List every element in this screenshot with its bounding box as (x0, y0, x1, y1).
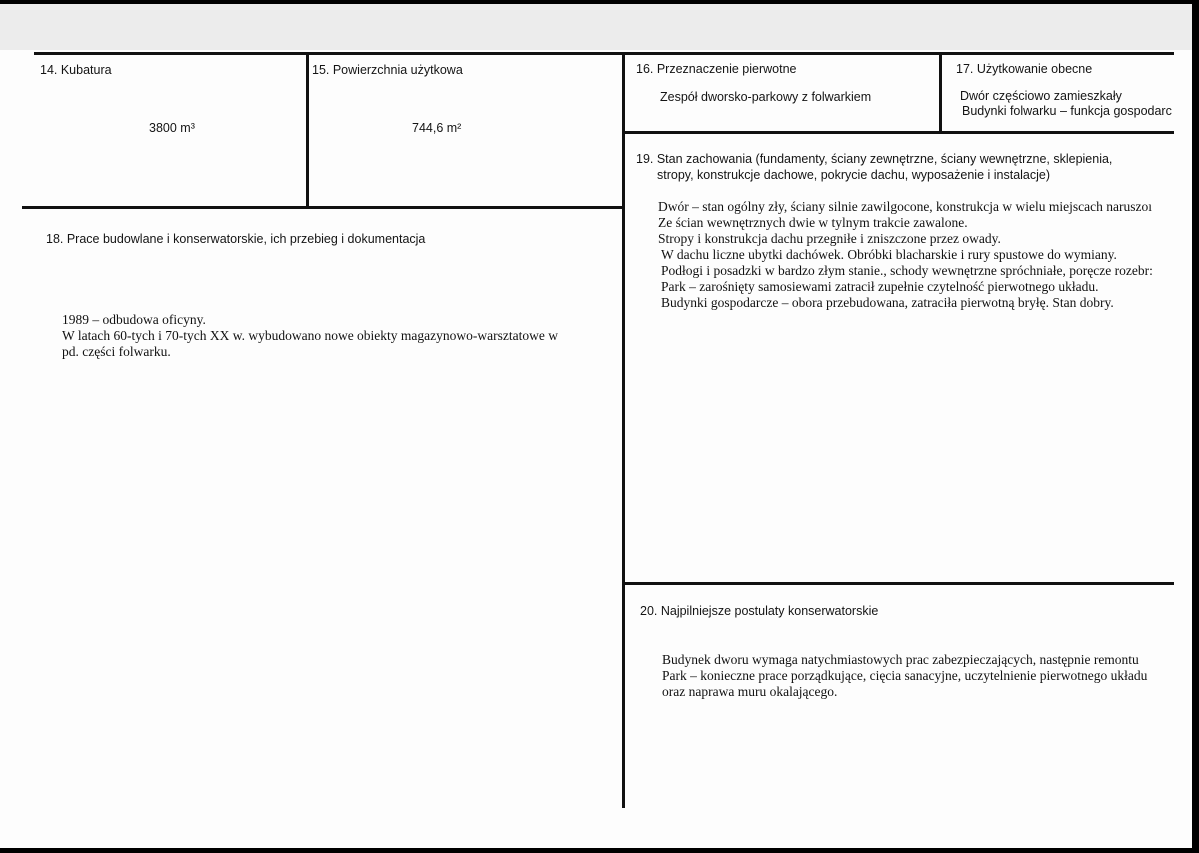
field-18-text (62, 312, 558, 360)
field-19-line: W dachu liczne ubytki dachówek. Obróbki blacharskie i rury spustowe do wymiany. (661, 247, 1117, 262)
field-20-text (662, 652, 1174, 700)
field-16-label: 16. Przeznaczenie pierwotne (636, 62, 797, 76)
field-16-value: Zespół dworsko-parkowy z folwarkiem (660, 90, 872, 104)
field-17-line: Dwór częściowo zamieszkały (960, 89, 1122, 103)
rule-under-16-17 (622, 131, 1174, 134)
form-sheet (0, 4, 1192, 848)
divider-16-17 (939, 52, 942, 132)
rule-under-14-15 (22, 206, 625, 209)
field-19-line: Ze ścian wewnętrznych dwie w tylnym trakcie zawalone. (658, 215, 968, 230)
divider-14-15 (306, 52, 309, 208)
top-margin-strip (0, 4, 1192, 50)
field-14-label: 14. Kubatura (40, 63, 112, 77)
field-19-label-line: 19. Stan zachowania (fundamenty, ściany zewnętrzne, ściany wewnętrzne, sklepienia, (636, 152, 1113, 166)
rule-under-19 (622, 582, 1174, 585)
field-15-label: 15. Powierzchnia użytkowa (312, 63, 463, 77)
top-rule (34, 52, 1174, 55)
field-18-line: W latach 60-tych i 70-tych XX w. wybudowano nowe obiekty magazynowo-warsztatowe w (62, 328, 558, 343)
field-19-line: Stropy i konstrukcja dachu przegniłe i zniszczone przez owady. (658, 231, 1001, 246)
field-19-text (658, 199, 1174, 311)
field-17-label: 17. Użytkowanie obecne (956, 62, 1093, 76)
field-20-line: Park – konieczne prace porządkujące, cięcia sanacyjne, uczytelnienie pierwotnego układu (662, 668, 1148, 683)
field-14-value: 3800 m³ (149, 121, 195, 135)
field-20-label: 20. Najpilniejsze postulaty konserwatorskie (640, 604, 879, 618)
field-17-value (960, 89, 1174, 119)
field-18-label: 18. Prace budowlane i konserwatorskie, ich przebieg i dokumentacja (46, 232, 426, 246)
field-20-line: Budynek dworu wymaga natychmiastowych prac zabezpieczających, następnie remontu (662, 652, 1139, 667)
field-19-line: Dwór – stan ogólny zły, ściany silnie zawilgocone, konstrukcja w wielu miejscach naruszoı (658, 199, 1152, 214)
divider-left-right (622, 52, 625, 808)
field-18-line: pd. części folwarku. (62, 344, 171, 359)
field-17-line: Budynki folwarku – funkcja gospodarc (962, 104, 1172, 118)
field-19-line: Budynki gospodarcze – obora przebudowana, zatraciła pierwotną bryłę. Stan dobry. (661, 295, 1114, 310)
field-19-label (636, 151, 1112, 183)
field-20-line: oraz naprawa muru okalającego. (662, 684, 838, 699)
field-19-line: Podłogi i posadzki w bardzo złym stanie., schody wewnętrzne spróchniałe, poręcze rozebr: (661, 263, 1153, 278)
field-15-value: 744,6 m² (412, 121, 462, 135)
field-18-line: 1989 – odbudowa oficyny. (62, 312, 206, 327)
field-19-label-line: stropy, konstrukcje dachowe, pokrycie dachu, wyposażenie i instalacje) (657, 168, 1051, 182)
field-19-line: Park – zarośnięty samosiewami zatracił zupełnie czytelność pierwotnego układu. (661, 279, 1099, 294)
